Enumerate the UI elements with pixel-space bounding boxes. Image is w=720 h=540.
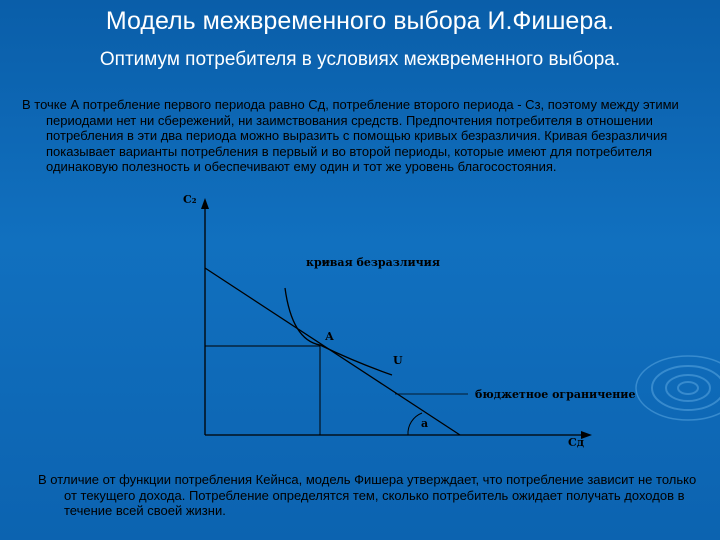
y-axis-label: С₂ bbox=[183, 193, 197, 206]
x-axis-label: Сд bbox=[568, 436, 585, 449]
intro-paragraph: В точке А потребление первого периода равно Сд, потребление второго периода - Сз, поэтому между этими периодами нет ни сбережений, ни заимствования средств. Предпочтения потребителя в отношении потребления в эти два периода можно выразить с помощью кривых безразличия. Кривая безразличия показывает варианты потребления в первый и во второй периоды, которые имеют для потребителя одинаковую полезность и обеспечивают ему один и тот же уровень благосостояния. bbox=[22, 97, 679, 175]
curve-u-label: U bbox=[393, 354, 403, 367]
page-title: Модель межвременного выбора И.Фишера. bbox=[105, 7, 615, 35]
angle-label: а bbox=[421, 417, 429, 430]
angle-arc bbox=[408, 413, 422, 435]
conclusion-paragraph: В отличие от функции потребления Кейнса, модель Фишера утверждает, что потребление зависит не только от текущего дохода. Потребление определятся тем, сколько потребитель ожидает получать доходов в течение всей своей жизни. bbox=[38, 472, 697, 519]
budget-constraint-label: бюджетное ограничение bbox=[475, 388, 636, 401]
indifference-curve-label: кривая безразличия bbox=[306, 256, 440, 269]
page-subtitle: Оптимум потребителя в условиях межвременного выбора. bbox=[99, 49, 621, 70]
point-a-label: А bbox=[325, 330, 334, 343]
y-axis-arrow bbox=[201, 198, 209, 209]
